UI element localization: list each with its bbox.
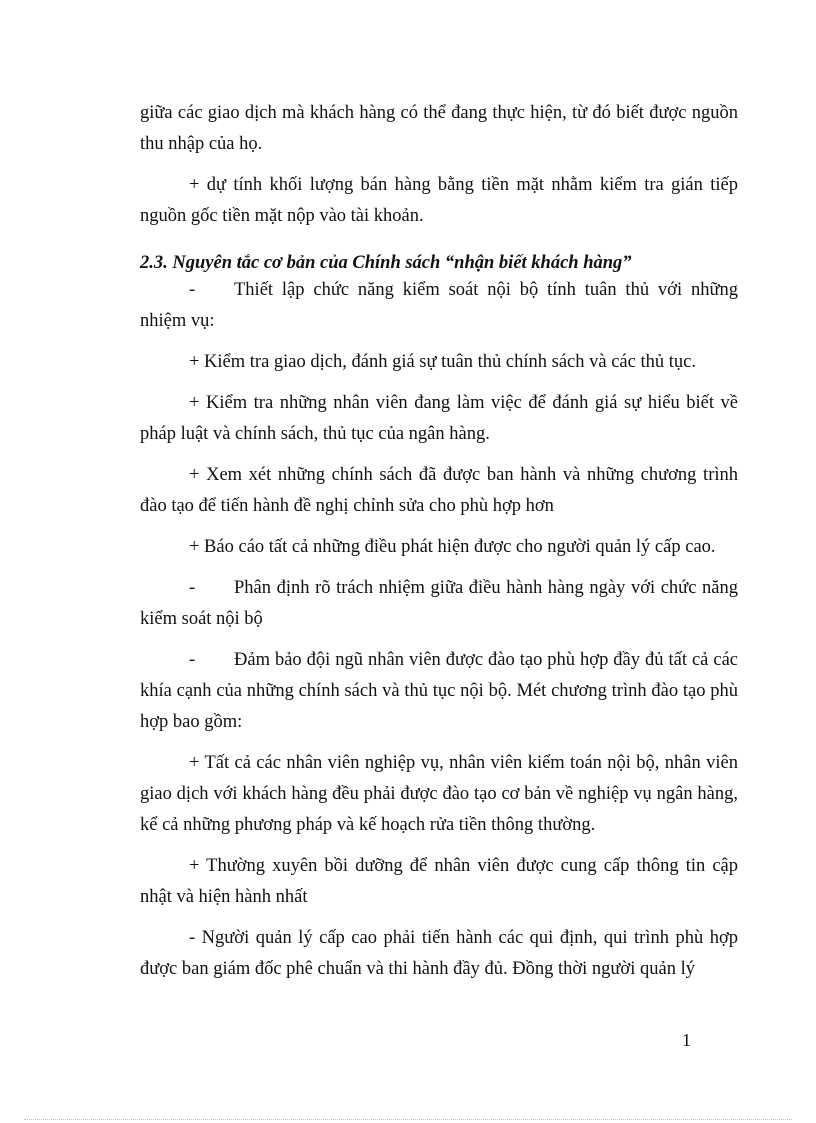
paragraph-report-findings: + Báo cáo tất cả những điều phát hiện được cho người quản lý cấp cao. bbox=[189, 537, 716, 557]
paragraph-check-staff: + Kiểm tra những nhân viên đang làm việc để đánh giá sự hiểu biết về pháp luật và chính sách, thủ tục của ngân hàng. bbox=[140, 393, 738, 444]
paragraph-check-transactions: + Kiểm tra giao dịch, đánh giá sự tuân thủ chính sách và các thủ tục. bbox=[189, 352, 696, 372]
list-item-responsibilities bbox=[140, 573, 738, 635]
page-body bbox=[140, 98, 738, 995]
paragraph-continuation: giữa các giao dịch mà khách hàng có thể đang thực hiện, từ đó biết được nguồn thu nhập của họ. bbox=[140, 103, 738, 154]
footer-divider bbox=[24, 1119, 792, 1120]
paragraph-senior-management: - Người quản lý cấp cao phải tiến hành các qui định, qui trình phù hợp được ban giám đốc phê chuẩn và thi hành đầy đủ. Đồng thời người quản lý bbox=[140, 928, 738, 979]
section-heading: 2.3. Nguyên tắc cơ bản của Chính sách “nhận biết khách hàng” bbox=[140, 253, 632, 273]
paragraph-all-staff-training: + Tất cả các nhân viên nghiệp vụ, nhân viên kiểm toán nội bộ, nhân viên giao dịch với khách hàng đều phải được đào tạo cơ bản về nghiệp vụ ngân hàng, kể cả những phương pháp và kế hoạch rửa tiền thông thường. bbox=[140, 753, 738, 835]
list-dash: - bbox=[189, 578, 196, 598]
list-dash: - bbox=[189, 280, 196, 300]
list-item-internal-control bbox=[140, 275, 738, 337]
list-item-text: Phân định rõ trách nhiệm giữa điều hành hàng ngày với chức năng kiểm soát nội bộ bbox=[140, 578, 738, 629]
page-number: 1 bbox=[682, 1030, 691, 1050]
paragraph-review-policies: + Xem xét những chính sách đã được ban hành và những chương trình đào tạo để tiến hành đề nghị chỉnh sửa cho phù hợp hơn bbox=[140, 465, 738, 516]
list-item-text: Đảm bảo đội ngũ nhân viên được đào tạo phù hợp đầy đủ tất cả các khía cạnh của những chính sách và thủ tục nội bộ. Mét chương trình đào tạo phù hợp bao gồm: bbox=[140, 650, 738, 732]
list-item-training bbox=[140, 645, 738, 738]
list-dash: - bbox=[189, 650, 196, 670]
paragraph-cash-estimate: + dự tính khối lượng bán hàng bằng tiền mặt nhằm kiểm tra gián tiếp nguồn gốc tiền mặt nộp vào tài khoản. bbox=[140, 175, 738, 226]
list-item-text: Thiết lập chức năng kiểm soát nội bộ tính tuân thủ với những nhiệm vụ: bbox=[140, 280, 738, 331]
paragraph-regular-updates: + Thường xuyên bồi dưỡng để nhân viên được cung cấp thông tin cập nhật và hiện hành nhất bbox=[140, 856, 738, 907]
